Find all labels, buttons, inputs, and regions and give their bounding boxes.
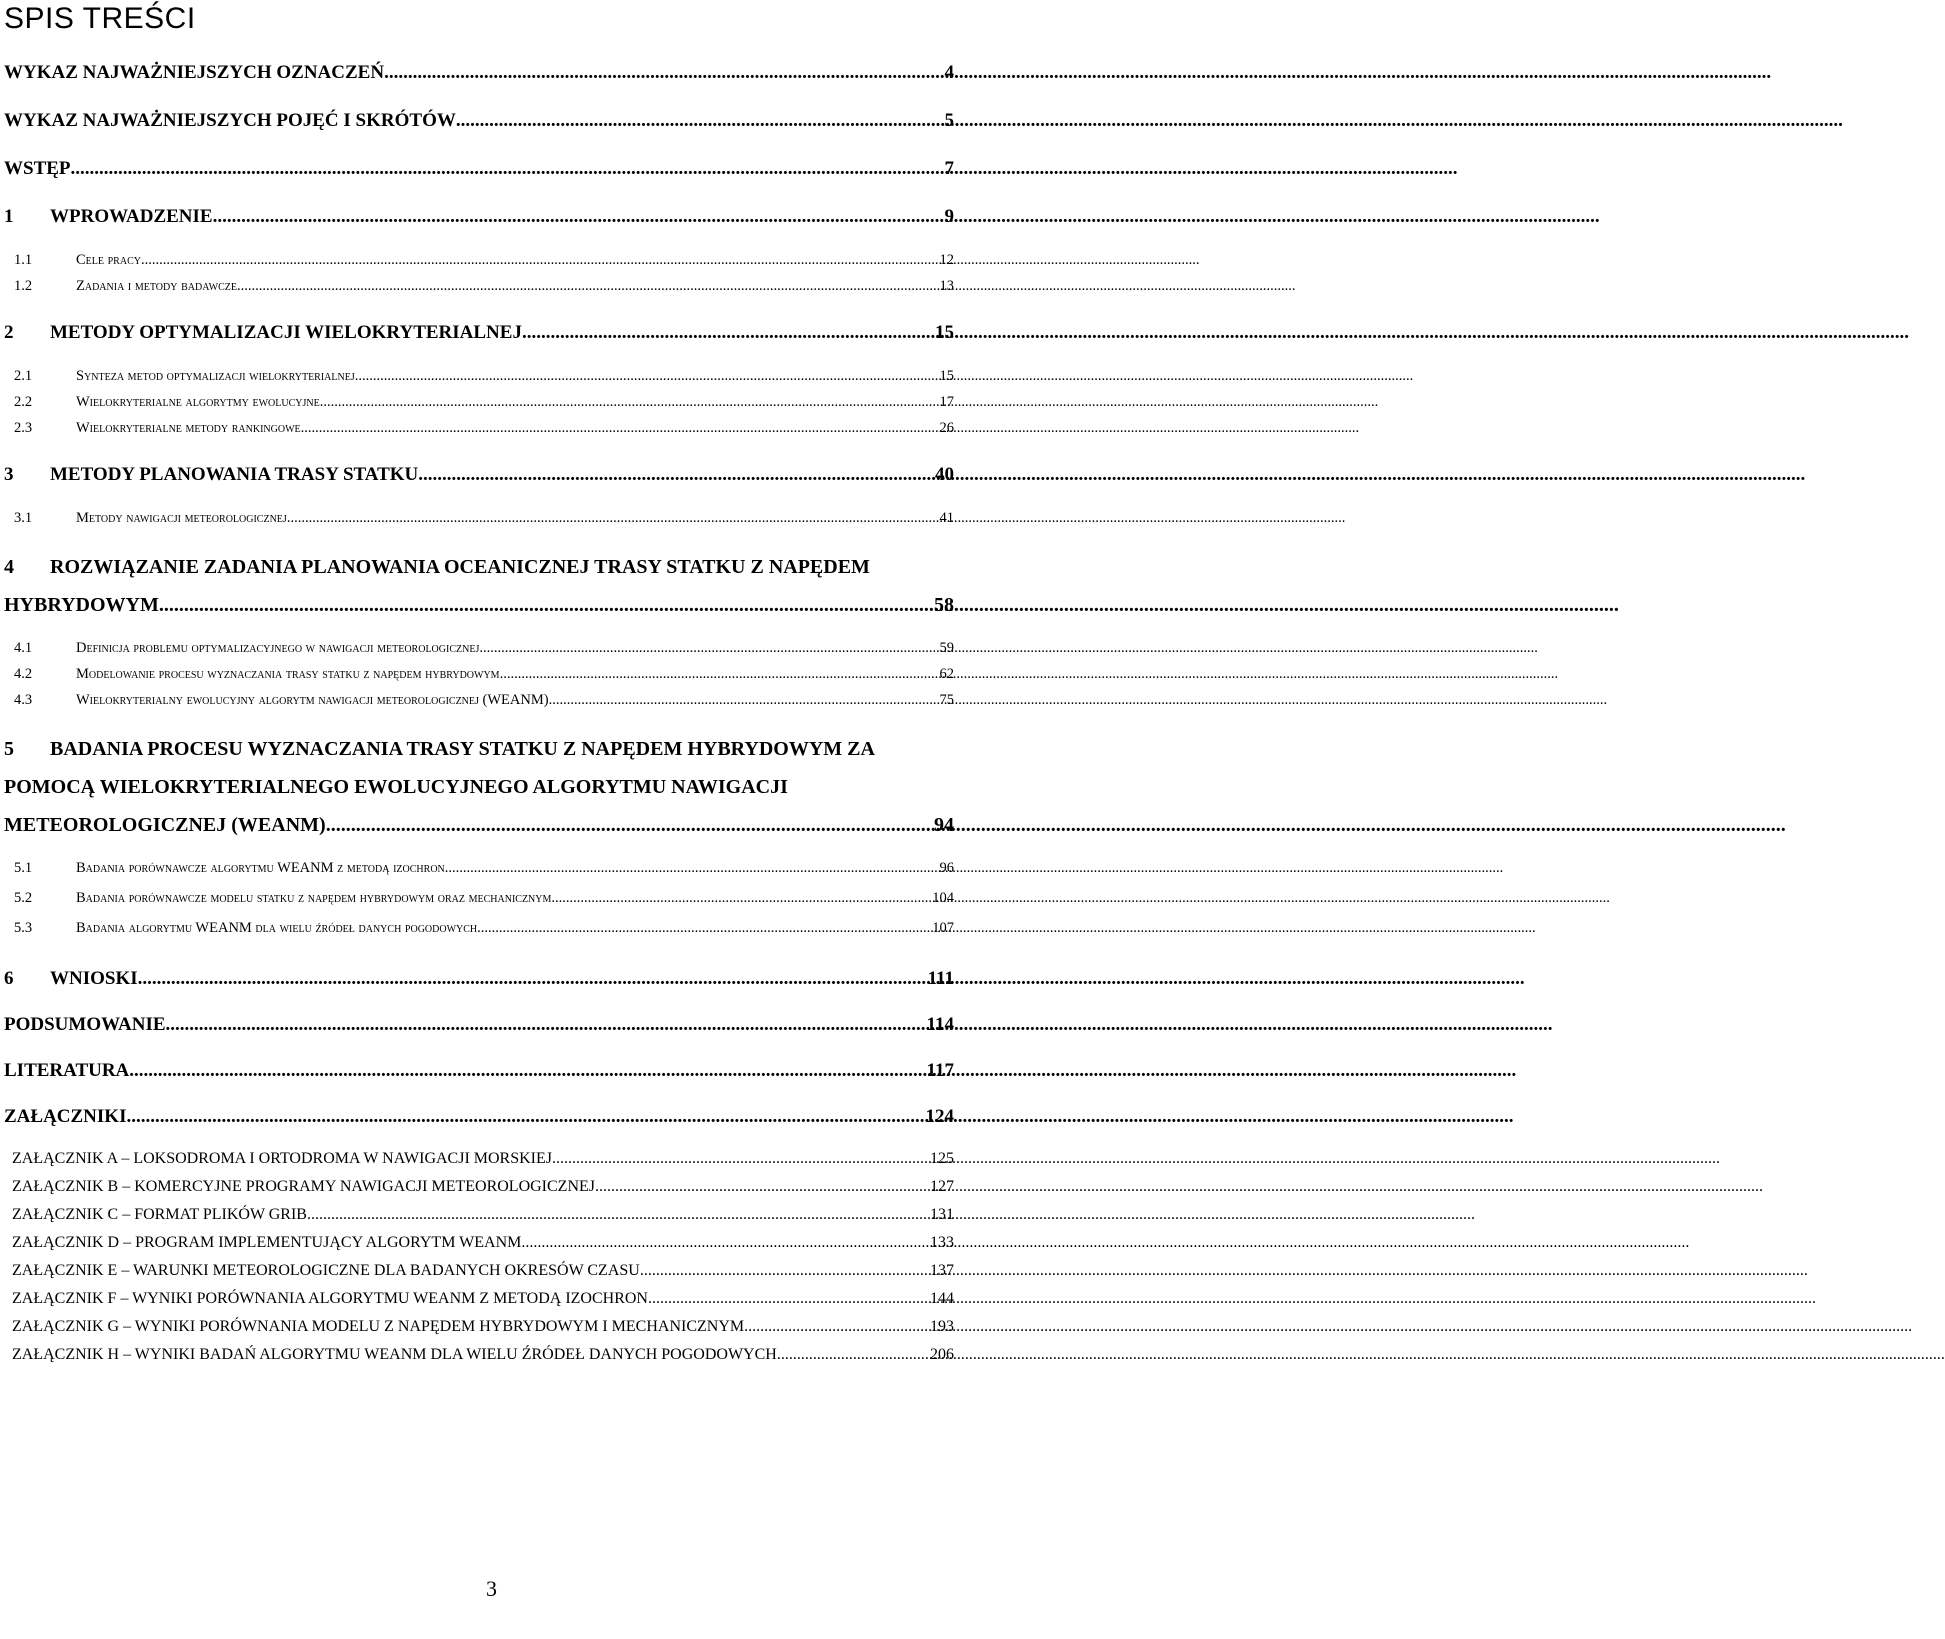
toc-entry-number: 4.3 <box>14 692 33 708</box>
toc-entry-section-2-1[interactable] <box>4 368 954 385</box>
toc-entry-label: Cele pracy <box>76 252 141 268</box>
toc-entry-page: 111 <box>927 968 954 989</box>
toc-entry-page: 75 <box>939 692 954 708</box>
toc-entry-label: METEOROLOGICZNEJ (WEANM) <box>4 814 326 836</box>
toc-entry-number: 4.2 <box>14 666 33 682</box>
toc-entry-label: ZAŁĄCZNIK B – KOMERCYJNE PROGRAMY NAWIGACJI METEOROLOGICZNEJ <box>12 1178 595 1195</box>
toc-entry-page: 26 <box>939 420 954 436</box>
toc-entry-chapter-4[interactable] <box>4 594 954 617</box>
toc-entry-section-3-1[interactable] <box>4 510 954 527</box>
toc-leader-dots <box>307 1206 928 1224</box>
toc-leader-dots <box>237 278 938 295</box>
toc-entry-section-2-3[interactable] <box>4 420 954 437</box>
toc-entry-label: ZAŁĄCZNIK D – PROGRAM IMPLEMENTUJĄCY ALGORYTM WEANM <box>12 1234 522 1251</box>
toc-entry-page: 62 <box>939 666 954 682</box>
toc-entry-page: 137 <box>930 1262 954 1279</box>
toc-entry-section-4-2[interactable] <box>4 666 954 683</box>
toc-entry-page: 15 <box>935 322 954 343</box>
toc-leader-dots <box>138 968 926 990</box>
toc-leader-dots <box>445 860 938 877</box>
toc-entry-label: Modelowanie procesu wyznaczania trasy statku z napędem hybrydowym <box>76 666 500 682</box>
toc-leader-dots <box>355 368 938 385</box>
toc-entry-page: 94 <box>934 814 954 836</box>
toc-entry-page: 5 <box>944 110 954 131</box>
toc-leader-dots <box>71 158 943 180</box>
toc-entry-chapter-5-second-line[interactable] <box>4 776 954 799</box>
toc-leader-dots <box>126 1106 923 1128</box>
toc-entry-page: 193 <box>930 1318 954 1335</box>
toc-entry-section-4-3[interactable] <box>4 692 954 709</box>
toc-leader-dots <box>648 1290 928 1308</box>
toc-entry-page: 40 <box>935 464 954 485</box>
toc-entry-number: 2.3 <box>14 420 33 436</box>
toc-entry-wykaz-pojec[interactable] <box>4 110 954 132</box>
toc-entry-label: WNIOSKI <box>50 968 138 989</box>
toc-leader-dots <box>159 594 932 617</box>
toc-entry-label: Badania porównawcze modelu statku z napędem hybrydowym oraz mechanicznym <box>76 890 552 906</box>
toc-leader-dots <box>141 252 938 269</box>
toc-entry-label: Badania porównawcze algorytmu WEANM z metodą izochron <box>76 860 445 876</box>
toc-entry-page: 104 <box>932 890 954 906</box>
toc-entry-wykaz-oznaczen[interactable] <box>4 62 954 84</box>
toc-entry-page: 107 <box>932 920 954 936</box>
toc-leader-dots <box>418 464 933 486</box>
toc-leader-dots <box>129 1060 924 1082</box>
toc-leader-dots <box>384 62 942 84</box>
toc-leader-dots <box>479 640 937 657</box>
toc-entry-appendix-e[interactable] <box>4 1262 954 1280</box>
toc-entry-number: 3 <box>4 464 14 485</box>
toc-entry-chapter-5-first-line[interactable] <box>4 738 954 761</box>
toc-entry-label: ZAŁĄCZNIK G – WYNIKI PORÓWNANIA MODELU Z NAPĘDEM HYBRYDOWYM I MECHANICZNYM <box>12 1318 745 1335</box>
toc-entry-page: 13 <box>939 278 954 294</box>
toc-entry-page: 41 <box>939 510 954 526</box>
toc-entry-label: ZAŁĄCZNIK H – WYNIKI BADAŃ ALGORYTMU WEANM DLA WIELU ŹRÓDEŁ DANYCH POGODOWYCH <box>12 1346 777 1363</box>
toc-entry-appendix-f[interactable] <box>4 1290 954 1308</box>
toc-entry-label: ZAŁĄCZNIK E – WARUNKI METEOROLOGICZNE DLA BADANYCH OKRESÓW CZASU <box>12 1262 640 1279</box>
toc-entry-zalaczniki[interactable] <box>4 1106 954 1128</box>
toc-entry-label: Wielokryterialne algorytmy ewolucyjne <box>76 394 320 410</box>
toc-entry-label: ZAŁĄCZNIK C – FORMAT PLIKÓW GRIB <box>12 1206 307 1223</box>
toc-leader-dots <box>166 1014 925 1036</box>
page-title: SPIS TREŚCI <box>4 2 196 35</box>
toc-entry-label: METODY PLANOWANIA TRASY STATKU <box>50 464 419 485</box>
toc-entry-page: 4 <box>944 62 954 83</box>
toc-entry-wstep[interactable] <box>4 158 954 180</box>
toc-entry-label: Wielokryterialny ewolucyjny algorytm nawigacji meteorologicznej (WEANM) <box>76 692 549 708</box>
page-number: 3 <box>486 1576 497 1601</box>
toc-entry-podsumowanie[interactable] <box>4 1014 954 1036</box>
toc-leader-dots <box>477 920 930 937</box>
toc-entry-number: 1 <box>4 206 14 227</box>
toc-entry-page: 96 <box>939 860 954 876</box>
toc-entry-section-5-1[interactable] <box>4 860 954 877</box>
toc-leader-dots <box>595 1178 928 1196</box>
toc-entry-chapter-3[interactable] <box>4 464 954 486</box>
toc-entry-section-1-1[interactable] <box>4 252 954 269</box>
toc-entry-page: 127 <box>930 1178 954 1195</box>
toc-entry-chapter-5[interactable] <box>4 814 954 837</box>
toc-entry-label: Synteza metod optymalizacji wielokryterialnej <box>76 368 355 384</box>
toc-entry-page: 114 <box>926 1014 954 1035</box>
toc-entry-chapter-4-first-line[interactable] <box>4 556 954 579</box>
toc-entry-number: 5.3 <box>14 920 33 936</box>
toc-leader-dots <box>320 394 938 411</box>
toc-entry-page: 17 <box>939 394 954 410</box>
toc-entry-page: 124 <box>925 1106 954 1127</box>
toc-entry-page: 15 <box>939 368 954 384</box>
toc-leader-dots <box>549 692 938 709</box>
toc-entry-page: 7 <box>944 158 954 179</box>
toc-entry-number: 2.2 <box>14 394 33 410</box>
toc-entry-label: ZAŁĄCZNIK A – LOKSODROMA I ORTODROMA W NAWIGACJI MORSKIEJ <box>12 1150 553 1167</box>
toc-entry-page: 131 <box>930 1206 954 1223</box>
toc-entry-appendix-h[interactable] <box>4 1346 954 1364</box>
toc-entry-section-4-1[interactable] <box>4 640 954 657</box>
toc-leader-dots <box>640 1262 928 1280</box>
toc-entry-number: 5.2 <box>14 890 33 906</box>
toc-entry-label: WPROWADZENIE <box>50 206 213 227</box>
toc-entry-literatura[interactable] <box>4 1060 954 1082</box>
toc-entry-label: Zadania i metody badawcze <box>76 278 237 294</box>
toc-entry-number: 1.1 <box>14 252 33 268</box>
toc-leader-dots <box>326 814 932 837</box>
toc-entry-label: Badania algorytmu WEANM dla wielu źródeł danych pogodowych <box>76 920 478 936</box>
toc-entry-label-line1: ROZWIĄZANIE ZADANIA PLANOWANIA OCEANICZNEJ TRASY STATKU Z NAPĘDEM <box>50 556 870 578</box>
toc-entry-page: 12 <box>939 252 954 268</box>
toc-entry-section-5-3[interactable] <box>4 920 954 937</box>
toc-entry-number: 3.1 <box>14 510 33 526</box>
toc-entry-label: Metody nawigacji meteorologicznej <box>76 510 287 526</box>
toc-entry-page: 206 <box>930 1346 954 1363</box>
toc-entry-page: 144 <box>930 1290 954 1307</box>
toc-entry-chapter-2[interactable] <box>4 322 954 344</box>
toc-entry-label: WYKAZ NAJWAŻNIEJSZYCH OZNACZEŃ <box>4 62 385 83</box>
toc-entry-label-line1: BADANIA PROCESU WYZNACZANIA TRASY STATKU Z NAPĘDEM HYBRYDOWYM ZA <box>50 738 875 760</box>
toc-entry-label: HYBRYDOWYM <box>4 594 159 616</box>
toc-entry-section-2-2[interactable] <box>4 394 954 411</box>
toc-entry-label: Wielokryterialne metody rankingowe <box>76 420 301 436</box>
toc-entry-number: 4 <box>4 556 14 578</box>
toc-entry-appendix-a[interactable] <box>4 1150 954 1168</box>
toc-entry-section-5-2[interactable] <box>4 890 954 907</box>
toc-entry-label: WYKAZ NAJWAŻNIEJSZYCH POJĘĆ I SKRÓTÓW <box>4 110 456 131</box>
toc-leader-dots <box>287 510 938 527</box>
toc-entry-appendix-g[interactable] <box>4 1318 954 1336</box>
toc-entry-chapter-6[interactable] <box>4 968 954 990</box>
toc-entry-appendix-c[interactable] <box>4 1206 954 1224</box>
toc-leader-dots <box>522 322 933 344</box>
toc-entry-page: 58 <box>934 594 954 616</box>
toc-leader-dots <box>500 666 938 683</box>
toc-entry-number: 2 <box>4 322 14 343</box>
toc-entry-page: 125 <box>930 1150 954 1167</box>
toc-leader-dots <box>213 206 943 228</box>
toc-entry-appendix-b[interactable] <box>4 1178 954 1196</box>
toc-leader-dots <box>777 1346 928 1364</box>
toc-leader-dots <box>552 1150 928 1168</box>
toc-entry-label: Definicja problemu optymalizacyjnego w nawigacji meteorologicznej <box>76 640 480 656</box>
toc-entry-label-line2: POMOCĄ WIELOKRYTERIALNEGO EWOLUCYJNEGO ALGORYTMU NAWIGACJI <box>4 776 788 798</box>
toc-leader-dots <box>301 420 938 437</box>
toc-entry-label: LITERATURA <box>4 1060 130 1081</box>
toc-entry-section-1-2[interactable] <box>4 278 954 295</box>
toc-entry-number: 5 <box>4 738 14 760</box>
toc-entry-number: 6 <box>4 968 14 989</box>
toc-leader-dots <box>744 1318 928 1336</box>
toc-entry-number: 5.1 <box>14 860 33 876</box>
toc-entry-label: ZAŁĄCZNIKI <box>4 1106 127 1127</box>
toc-entry-page: 117 <box>926 1060 954 1081</box>
toc-leader-dots <box>551 890 930 907</box>
toc-entry-number: 2.1 <box>14 368 33 384</box>
toc-leader-dots <box>456 110 943 132</box>
toc-entry-label: METODY OPTYMALIZACJI WIELOKRYTERIALNEJ <box>50 322 522 343</box>
toc-entry-label: PODSUMOWANIE <box>4 1014 166 1035</box>
toc-entry-appendix-d[interactable] <box>4 1234 954 1252</box>
toc-entry-number: 4.1 <box>14 640 33 656</box>
toc-entry-page: 133 <box>930 1234 954 1251</box>
toc-entry-label: WSTĘP <box>4 158 71 179</box>
toc-entry-label: ZAŁĄCZNIK F – WYNIKI PORÓWNANIA ALGORYTMU WEANM Z METODĄ IZOCHRON <box>12 1290 648 1307</box>
toc-leader-dots <box>521 1234 928 1252</box>
toc-entry-page: 59 <box>939 640 954 656</box>
toc-entry-page: 9 <box>944 206 954 227</box>
toc-entry-number: 1.2 <box>14 278 33 294</box>
toc-entry-chapter-1[interactable] <box>4 206 954 228</box>
